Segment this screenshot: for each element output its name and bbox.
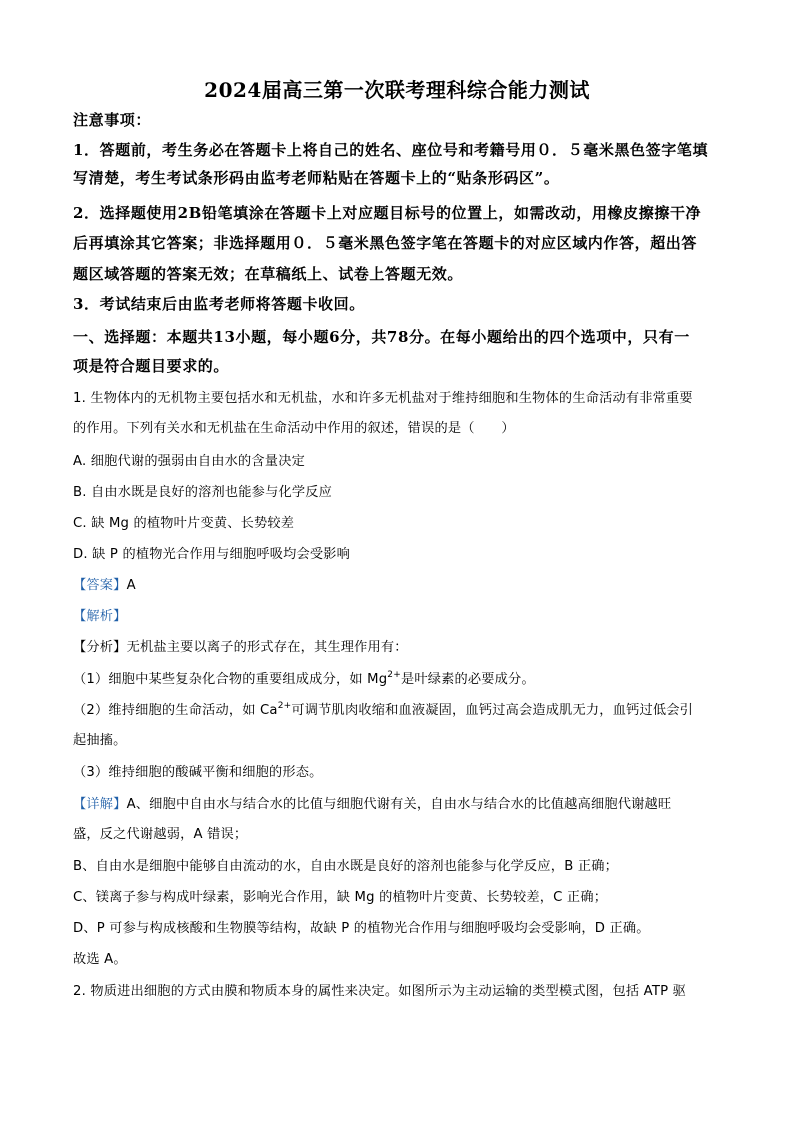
point-2-tail: 可调节肌肉收缩和血液凝固，血钙过高会造成肌无力，血钙过低会引 [291, 703, 694, 718]
q1-answer [73, 576, 136, 596]
analysis-text: 无机盐主要以离子的形式存在，其生理作用有： [126, 640, 408, 655]
analysis-tag: 【解析】 [73, 609, 127, 624]
analysis-point-3: （3）维持细胞的酸碱平衡和细胞的形态。 [73, 765, 323, 780]
point-1-tail: 是叶绿素的必要成分。 [400, 672, 535, 687]
analysis-point-2-line-2: 起抽搐。 [73, 733, 127, 748]
q2-stem-line-1: 2. 物质进出细胞的方式由膜和物质本身的属性来决定。如图所示为主动运输的类型模式图，包括 ATP 驱 [73, 984, 687, 999]
detail-a-line-2: 盛，反之代谢越弱，A 错误； [73, 827, 248, 842]
notice-heading: 注意事项： [73, 111, 152, 129]
notice-item-2-line-2: 后再填涂其它答案；非选择题用０．５毫米黑色签字笔在答题卡的对应区域内作答，超出答 [73, 234, 698, 252]
q1-stem-line-2: 的作用。下列有关水和无机盐在生命活动中作用的叙述，错误的是（ ） [73, 421, 515, 436]
notice-item-2-line-1: 2．选择题使用2B铅笔填涂在答题卡上对应题目标号的位置上，如需改动，用橡皮擦擦干净 [73, 204, 702, 222]
q1-option-a: A. 细胞代谢的强弱由自由水的含量决定 [73, 454, 305, 469]
detail-a-line-1 [73, 795, 671, 815]
section-heading-line-2: 项是符合题目要求的。 [73, 357, 230, 375]
q1-option-d: D. 缺 P 的植物光合作用与细胞呼吸均会受影响 [73, 547, 351, 562]
detail-a-text: A、细胞中自由水与结合水的比值与细胞代谢有关，自由水与结合水的比值越高细胞代谢越旺 [126, 797, 672, 812]
notice-item-2-line-3: 题区域答题的答案无效；在草稿纸上、试卷上答题无效。 [73, 265, 464, 283]
notice-item-1-line-1: 1．答题前，考生务必在答题卡上将自己的姓名、座位号和考籍号用０．５毫米黑色签字笔填 [73, 141, 709, 159]
section-heading-line-1: 一、选择题：本题共13小题，每小题6分，共78分。在每小题给出的四个选项中，只有一 [73, 328, 690, 346]
notice-item-1-line-2: 写清楚，考生考试条形码由监考老师粘贴在答题卡上的“贴条形码区”。 [73, 169, 560, 187]
notice-item-3: 3．考试结束后由监考老师将答题卡收回。 [73, 295, 365, 313]
point-2-text: （2）维持细胞的生命活动，如 Ca [73, 703, 278, 718]
analysis-point-2 [73, 701, 693, 721]
point-1-superscript: 2+ [387, 669, 401, 680]
analysis-point-1 [73, 670, 535, 690]
answer-value: A [126, 578, 136, 593]
point-2-superscript: 2+ [277, 700, 292, 711]
analysis-sub-tag: 【分析】 [73, 640, 127, 655]
detail-d: D、P 可参与构成核酸和生物膜等结构，故缺 P 的植物光合作用与细胞呼吸均会受影响，D 正确。 [73, 921, 650, 936]
q1-option-b: B. 自由水既是良好的溶剂也能参与化学反应 [73, 485, 333, 500]
detail-b: B、自由水是细胞中能够自由流动的水，自由水既是良好的溶剂也能参与化学反应，B 正确； [73, 859, 618, 874]
q1-stem-line-1: 1. 生物体内的无机物主要包括水和无机盐，水和许多无机盐对于维持细胞和生物体的生命活动有非常重要 [73, 391, 693, 406]
detail-c: C、镁离子参与构成叶绿素，影响光合作用，缺 Mg 的植物叶片变黄、长势较差，C 正确； [73, 890, 608, 905]
analysis-intro [73, 638, 408, 658]
point-1-text: （1）细胞中某些复杂化合物的重要组成成分，如 Mg [73, 672, 388, 687]
answer-tag: 【答案】 [73, 578, 127, 593]
detail-tag: 【详解】 [73, 797, 127, 812]
q1-option-c: C. 缺 Mg 的植物叶片变黄、长势较差 [73, 516, 295, 531]
page-title: 2024届高三第一次联考理科综合能力测试 [204, 78, 590, 102]
q1-conclusion: 故选 A。 [73, 952, 127, 967]
